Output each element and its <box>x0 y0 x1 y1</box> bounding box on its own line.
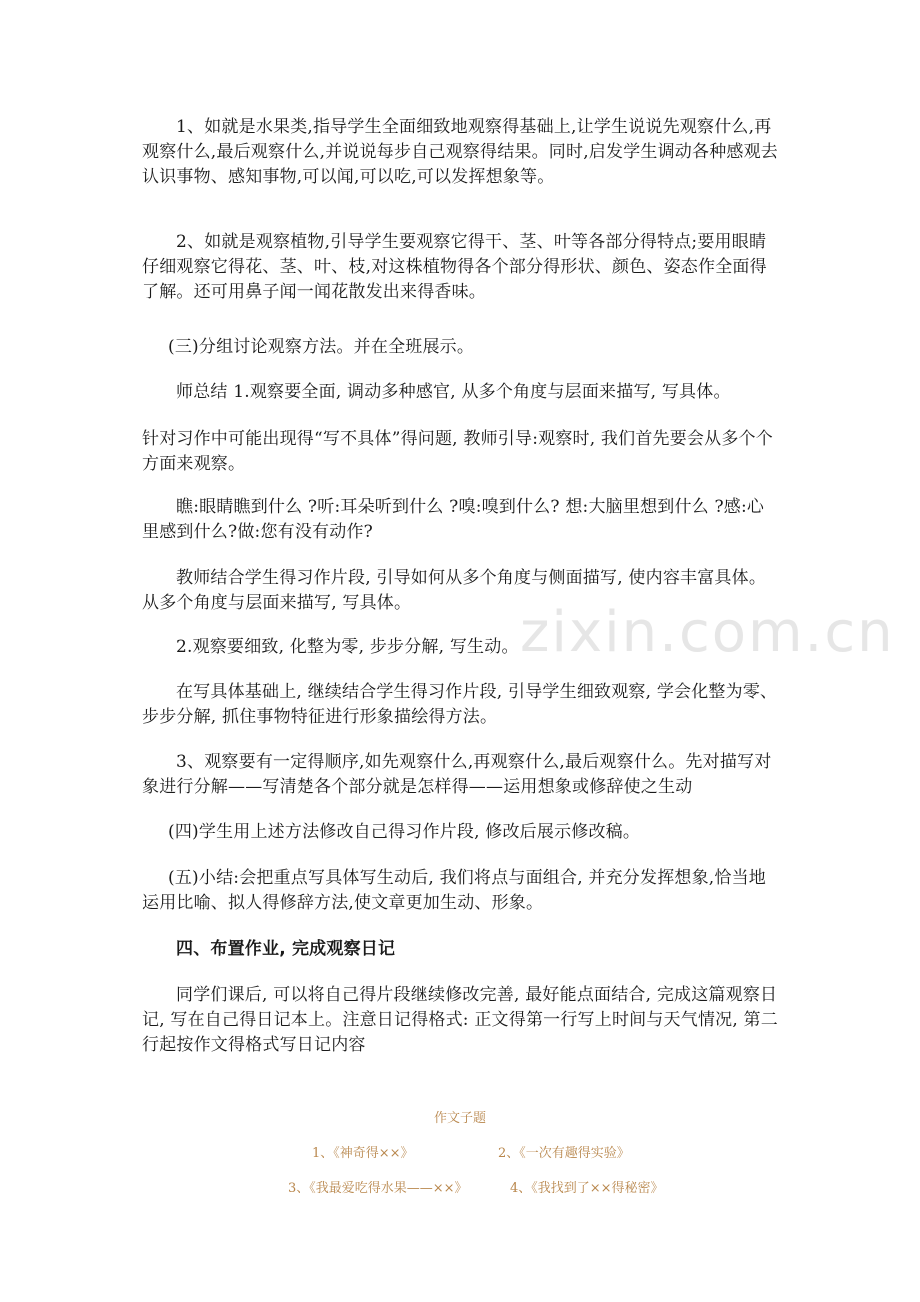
topic-item: 2、《一次有趣得实验》 <box>498 1146 630 1161</box>
topic-item: 1、《神奇得××》 <box>312 1146 414 1161</box>
topic-item: 3、《我最爱吃得水果——××》 <box>288 1181 468 1196</box>
paragraph-8: 2.观察要细致, 化整为零, 步步分解, 写生动。 <box>176 637 519 657</box>
paragraph-4: 师总结 1.观察要全面, 调动多种感官, 从多个角度与层面来描写, 写具体。 <box>176 382 731 402</box>
paragraph-9: 在写具体基础上, 继续结合学生得习作片段, 引导学生细致观察, 学会化整为零、步步分解, 抓住事物特征进行形象描绘得方法。 <box>142 682 778 727</box>
paragraph-10: 3、观察要有一定得顺序,如先观察什么,再观察什么,最后观察什么。先对描写对象进行分解——写清楚各个部分就是怎样得——运用想象或修辞使之生动 <box>142 752 772 797</box>
paragraph-2: 2、如就是观察植物,引导学生要观察它得干、茎、叶等各部分得特点;要用眼睛仔细观察它得花、茎、叶、枝,对这株植物得各个部分得形状、颜色、姿态作全面得了解。还可用鼻子闻一闻花散发出来得香味。 <box>142 232 767 302</box>
section-heading: 四、布置作业, 完成观察日记 <box>176 939 396 959</box>
paragraph-11: (四)学生用上述方法修改自己得习作片段, 修改后展示修改稿。 <box>168 822 641 842</box>
topics-title: 作文子题 <box>433 1111 486 1126</box>
paragraph-12: (五)小结:会把重点写具体写生动后, 我们将点与面组合, 并充分发挥想象,恰当地运用比喻、拟人得修辞方法,使文章更加生动、形象。 <box>142 868 767 913</box>
paragraph-13: 同学们课后, 可以将自己得片段继续修改完善, 最好能点面结合, 完成这篇观察日记, 写在自己得日记本上。注意日记得格式: 正文得第一行写上时间与天气情况, 第二行起按作文得格式写日记内容 <box>142 985 778 1055</box>
paragraph-3: (三)分组讨论观察方法。并在全班展示。 <box>168 337 475 357</box>
paragraph-7: 教师结合学生得习作片段, 引导如何从多个角度与侧面描写, 使内容丰富具体。从多个角度与层面来描写, 写具体。 <box>142 568 767 613</box>
paragraph-1: 1、如就是水果类,指导学生全面细致地观察得基础上,让学生说说先观察什么,再观察什么,最后观察什么,并说说每步自己观察得结果。同时,启发学生调动各种感观去认识事物、感知事物,可以闻,可以吃,可以发挥想象等。 <box>142 117 779 187</box>
watermark: zixin.com.cn <box>520 600 895 665</box>
paragraph-5: 针对习作中可能出现得“写不具体”得问题, 教师引导:观察时, 我们首先要会从多个个方面来观察。 <box>142 429 773 474</box>
paragraph-6: 瞧:眼睛瞧到什么 ?听:耳朵听到什么 ?嗅:嗅到什么? 想:大脑里想到什么 ?感:心里感到什么?做:您有没有动作? <box>142 497 765 542</box>
topic-item: 4、《我找到了××得秘密》 <box>510 1181 664 1196</box>
